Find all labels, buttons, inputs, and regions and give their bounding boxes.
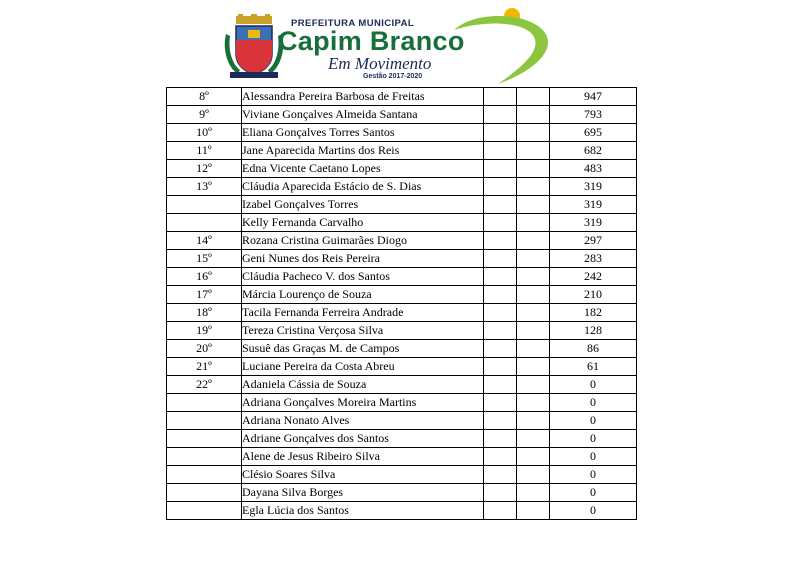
empty-cell <box>517 142 550 160</box>
empty-cell <box>484 340 517 358</box>
participant-name-cell: Márcia Lourenço de Souza <box>242 286 484 304</box>
table-row <box>167 358 637 376</box>
table-row <box>167 484 637 502</box>
empty-cell <box>484 484 517 502</box>
empty-cell <box>517 466 550 484</box>
rank-position-cell <box>167 412 242 430</box>
empty-cell <box>484 178 517 196</box>
empty-cell <box>484 358 517 376</box>
participant-name-cell: Jane Aparecida Martins dos Reis <box>242 142 484 160</box>
table-row <box>167 160 637 178</box>
score-value-cell: 0 <box>550 394 637 412</box>
empty-cell <box>517 268 550 286</box>
empty-cell <box>517 106 550 124</box>
rank-position-cell: 8º <box>167 88 242 106</box>
rank-position-cell <box>167 448 242 466</box>
participant-name-cell: Alessandra Pereira Barbosa de Freitas <box>242 88 484 106</box>
table-row <box>167 178 637 196</box>
table-row <box>167 88 637 106</box>
score-value-cell: 0 <box>550 412 637 430</box>
empty-cell <box>484 232 517 250</box>
empty-cell <box>517 196 550 214</box>
participant-name-cell: Adriana Gonçalves Moreira Martins <box>242 394 484 412</box>
score-value-cell: 695 <box>550 124 637 142</box>
empty-cell <box>517 250 550 268</box>
score-value-cell: 86 <box>550 340 637 358</box>
empty-cell <box>484 322 517 340</box>
rank-position-cell: 10º <box>167 124 242 142</box>
participant-name-cell: Cláudia Aparecida Estácio de S. Dias <box>242 178 484 196</box>
score-value-cell: 182 <box>550 304 637 322</box>
empty-cell <box>517 178 550 196</box>
table-row <box>167 142 637 160</box>
empty-cell <box>517 394 550 412</box>
empty-cell <box>484 196 517 214</box>
table-row <box>167 304 637 322</box>
empty-cell <box>484 88 517 106</box>
score-value-cell: 0 <box>550 484 637 502</box>
score-value-cell: 210 <box>550 286 637 304</box>
table-row <box>167 340 637 358</box>
rank-position-cell <box>167 502 242 520</box>
municipal-header-logo <box>218 8 558 88</box>
table-row <box>167 106 637 124</box>
table-row <box>167 196 637 214</box>
rank-position-cell: 19º <box>167 322 242 340</box>
rank-position-cell: 13º <box>167 178 242 196</box>
rank-position-cell: 11º <box>167 142 242 160</box>
empty-cell <box>517 304 550 322</box>
empty-cell <box>517 160 550 178</box>
empty-cell <box>517 430 550 448</box>
score-value-cell: 0 <box>550 430 637 448</box>
rank-position-cell: 16º <box>167 268 242 286</box>
rank-position-cell <box>167 430 242 448</box>
empty-cell <box>517 214 550 232</box>
rank-position-cell <box>167 214 242 232</box>
participant-name-cell: Kelly Fernanda Carvalho <box>242 214 484 232</box>
participant-name-cell: Edna Vicente Caetano Lopes <box>242 160 484 178</box>
city-crest-icon <box>222 14 286 80</box>
score-value-cell: 793 <box>550 106 637 124</box>
header-gestao: Gestão 2017-2020 <box>363 73 423 80</box>
score-value-cell: 319 <box>550 178 637 196</box>
header-city-name: Capim Branco <box>278 26 465 56</box>
score-value-cell: 0 <box>550 448 637 466</box>
table-row <box>167 232 637 250</box>
participant-name-cell: Cláudia Pacheco V. dos Santos <box>242 268 484 286</box>
empty-cell <box>517 286 550 304</box>
empty-cell <box>484 412 517 430</box>
table-row <box>167 430 637 448</box>
empty-cell <box>484 160 517 178</box>
empty-cell <box>517 322 550 340</box>
score-value-cell: 483 <box>550 160 637 178</box>
header-prefeitura-label: PREFEITURA MUNICIPAL <box>291 18 415 29</box>
participant-name-cell: Viviane Gonçalves Almeida Santana <box>242 106 484 124</box>
empty-cell <box>484 214 517 232</box>
empty-cell <box>517 340 550 358</box>
rank-position-cell <box>167 466 242 484</box>
participant-name-cell: Adriana Nonato Alves <box>242 412 484 430</box>
empty-cell <box>484 394 517 412</box>
rank-position-cell <box>167 196 242 214</box>
empty-cell <box>484 106 517 124</box>
participant-name-cell: Izabel Gonçalves Torres <box>242 196 484 214</box>
empty-cell <box>484 124 517 142</box>
ranking-table <box>166 87 637 520</box>
rank-position-cell <box>167 484 242 502</box>
table-row <box>167 466 637 484</box>
header-slogan: Em Movimento <box>328 54 432 73</box>
table-row <box>167 124 637 142</box>
score-value-cell: 242 <box>550 268 637 286</box>
rank-position-cell: 20º <box>167 340 242 358</box>
participant-name-cell: Egla Lúcia dos Santos <box>242 502 484 520</box>
participant-name-cell: Rozana Cristina Guimarães Diogo <box>242 232 484 250</box>
participant-name-cell: Tacila Fernanda Ferreira Andrade <box>242 304 484 322</box>
participant-name-cell: Adaniela Cássia de Souza <box>242 376 484 394</box>
rank-position-cell <box>167 394 242 412</box>
empty-cell <box>484 502 517 520</box>
rank-position-cell: 21º <box>167 358 242 376</box>
empty-cell <box>517 502 550 520</box>
empty-cell <box>517 484 550 502</box>
empty-cell <box>484 448 517 466</box>
empty-cell <box>517 412 550 430</box>
score-value-cell: 0 <box>550 502 637 520</box>
empty-cell <box>484 466 517 484</box>
participant-name-cell: Susuê das Graças M. de Campos <box>242 340 484 358</box>
empty-cell <box>484 430 517 448</box>
table-row <box>167 448 637 466</box>
participant-name-cell: Eliana Gonçalves Torres Santos <box>242 124 484 142</box>
empty-cell <box>517 232 550 250</box>
table-row <box>167 268 637 286</box>
participant-name-cell: Tereza Cristina Verçosa Silva <box>242 322 484 340</box>
empty-cell <box>484 286 517 304</box>
score-value-cell: 0 <box>550 466 637 484</box>
score-value-cell: 682 <box>550 142 637 160</box>
empty-cell <box>484 304 517 322</box>
participant-name-cell: Alene de Jesus Ribeiro Silva <box>242 448 484 466</box>
empty-cell <box>484 268 517 286</box>
rank-position-cell: 22º <box>167 376 242 394</box>
rank-position-cell: 14º <box>167 232 242 250</box>
rank-position-cell: 17º <box>167 286 242 304</box>
rank-position-cell: 12º <box>167 160 242 178</box>
table-row <box>167 322 637 340</box>
table-row <box>167 502 637 520</box>
participant-name-cell: Luciane Pereira da Costa Abreu <box>242 358 484 376</box>
score-value-cell: 283 <box>550 250 637 268</box>
participant-name-cell: Dayana Silva Borges <box>242 484 484 502</box>
empty-cell <box>484 376 517 394</box>
table-row <box>167 286 637 304</box>
participant-name-cell: Adriane Gonçalves dos Santos <box>242 430 484 448</box>
table-row <box>167 250 637 268</box>
score-value-cell: 319 <box>550 214 637 232</box>
score-value-cell: 319 <box>550 196 637 214</box>
participant-name-cell: Geni Nunes dos Reis Pereira <box>242 250 484 268</box>
score-value-cell: 128 <box>550 322 637 340</box>
rank-position-cell: 18º <box>167 304 242 322</box>
score-value-cell: 297 <box>550 232 637 250</box>
empty-cell <box>517 448 550 466</box>
rank-position-cell: 15º <box>167 250 242 268</box>
empty-cell <box>517 358 550 376</box>
table-row <box>167 394 637 412</box>
table-row <box>167 376 637 394</box>
empty-cell <box>517 124 550 142</box>
table-row <box>167 412 637 430</box>
empty-cell <box>517 88 550 106</box>
score-value-cell: 61 <box>550 358 637 376</box>
table-row <box>167 214 637 232</box>
participant-name-cell: Clésio Soares Silva <box>242 466 484 484</box>
score-value-cell: 947 <box>550 88 637 106</box>
score-value-cell: 0 <box>550 376 637 394</box>
empty-cell <box>484 142 517 160</box>
empty-cell <box>484 250 517 268</box>
empty-cell <box>517 376 550 394</box>
rank-position-cell: 9º <box>167 106 242 124</box>
